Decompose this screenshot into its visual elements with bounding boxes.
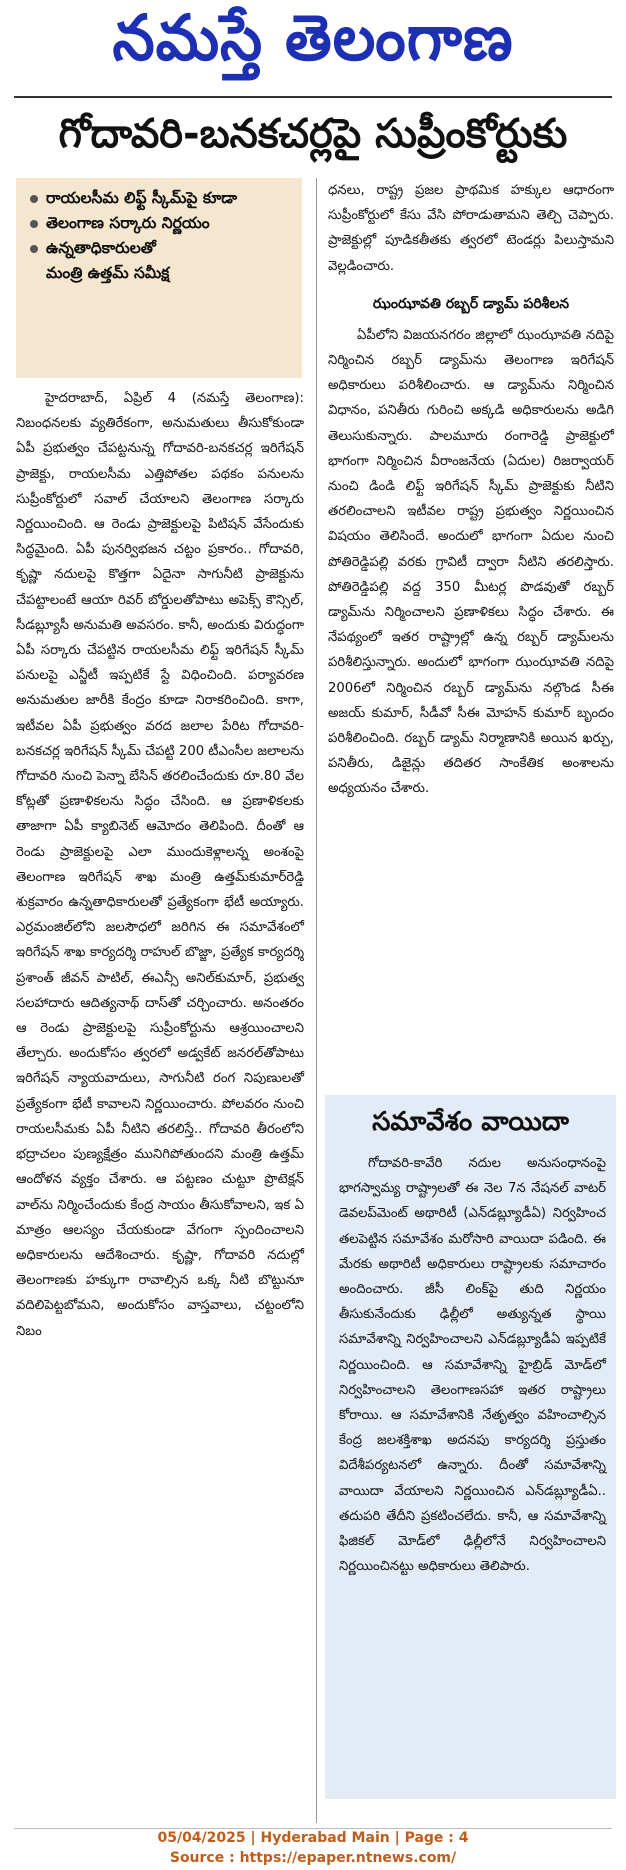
article-paragraph: హైదరాబాద్, ఏప్రిల్ 4 (నమస్తే తెలంగాణ): నిబంధనలకు వ్యతిరేకంగా, అనుమతులు తీసుకోకుండా ఏపీ ప్రభుత్వం చేపట్టనున్న గోదావరి-బనకచర్ల ఇరిగేషన్ ప్రాజెక్టు, రాయలసీమ ఎత్తిపోతల పథకం పనులను సుప్రీంకోర్టులో సవాల్ చేయాలని తెలంగాణ సర్కారు నిర్ణయించింది. ఆ రెండు ప్రాజెక్టులపై పిటిషన్ వేసేందుకు సిద్ధమైంది. ఏపీ పునర్విభజన చట్టం ప్రకారం.. గోదావరి, కృష్ణా నదులపై కొత్తగా ఏదైనా సాగునీటి ప్రాజెక్టును చేపట్టాలంటే ఆయా రివర్ బోర్డులతోపాటు అపెక్స్ కౌన్సిల్, సీడబ్ల్యూసీ అనుమతి అవసరం. కానీ, అందుకు విరుద్ధంగా ఏపీ సర్కారు చేపట్టిన రాయలసీమ లిఫ్ట్ ఇరిగేషన్ స్కీమ్ పనులపై ఎన్జీటీ ఇప్పటికే స్టే విధించింది. పర్యావరణ అనుమతుల జారీకి కేంద్రం కూడా నిరాకరించింది. కాగా, ఇటీవల ఏపీ ప్రభుత్వం వరద జలాల పేరిట గోదావరి-బనకచర్ల ఇరిగేషన్ స్కీమ్ చేపట్టి 200 టీఎంసీల జలాలను గోదావరి నుంచి పెన్నా బేసిన్ తరలించేందుకు రూ.80 వేల కోట్లతో ప్రణాళికలను సిద్ధం చేసింది. ఆ ప్రణాళికలకు తాజాగా ఏపీ క్యాబినెట్ ఆమోదం తెలిపింది. దీంతో ఆ రెండు ప్రాజెక్టులపై ఎలా ముందుకెళ్లాలన్న అంశంపై తెలంగాణ ఇరిగేషన్ శాఖ మంత్రి ఉత్తమ్‌కుమార్‌రెడ్డి శుక్రవారం ఉన్నతాధికారులతో ప్రత్యేకంగా భేటీ అయ్యారు. ఎర్రమంజిల్‌లోని జలసౌధలో జరిగిన ఈ సమావేశంలో ఇరిగేషన్ శాఖ కార్యదర్శి రాహుల్ బొజ్జా, ప్రత్యేక కార్యదర్శి ప్రశాంత్ జీవన్ పాటిల్, ఈఎన్సీ అనిల్‌కుమార్, ప్రభుత్వ సలహాదారు ఆదిత్యనాథ్ దాస్‌తో చర్చించారు. అనంతరం ఆ రెండు ప్రాజెక్టులపై సుప్రీంకోర్టును ఆశ్రయించాలని తేల్చారు. అందుకోసం త్వరలో అడ్వకేట్ జనరల్‌తోపాటు ఇరిగేషన్ న్యాయవాదులు, సాగునీటి రంగ నిపుణులతో ప్రత్యేకంగా భేటీ కావాలని నిర్ణయించారు. పోలవరం నుంచి రాయలసీమకు ఏపీ నీటిని తరలిస్తే.. గోదావరి తీరంలోని భద్రాచలం పుణ్యక్షేత్రం మునిగిపోతుందని మంత్రి ఉత్తమ్ ఆందోళన వ్యక్తం చేశారు. ఆ పట్టణం చుట్టూ ప్రొటెక్షన్ వాల్‌ను నిర్మించేందుకు కేంద్ర సాయం తీసుకోవాలని, ఇక ఏ మాత్రం ఆలస్యం చేయకుండా వేగంగా స్పందించాలని అధికారులను ఆదేశించారు. కృష్ణా, గోదావరి నదుల్లో తెలంగాణకు హక్కుగా రావాల్సిన ఒక్క నీటి బొట్టునూ వదిలిపెట్టబోమని, అందుకోసం వాస్తవాలు, చట్టంలోని నిబం — [16, 391, 304, 1339]
box-body — [325, 1151, 616, 1579]
kicker-item: ఉన్నతాధికారులతో — [28, 236, 294, 261]
bullet-icon — [30, 220, 38, 228]
footer-source: Source : https://epaper.ntnews.com/ — [169, 1850, 457, 1866]
article-paragraph: ఏపీలోని విజయనగరం జిల్లాలో ఝంఝావతి నదిపై నిర్మించిన రబ్బర్ డ్యామ్‌ను తెలంగాణ ఇరిగేషన్ అధికారులు పరిశీలించారు. ఆ డ్యామ్‌ను నిర్మించిన విధానం, పనితీరు గురించి అక్కడి అధికారులను అడిగి తెలుసుకున్నారు. పాలమూరు రంగారెడ్డి ప్రాజెక్టులో భాగంగా నిర్మించిన వీరాంజనేయ (ఏదుల) రిజర్వాయర్ నుంచి డిండి లిఫ్ట్ ఇరిగేషన్ స్కీమ్ ప్రాజెక్టుకు నీటిని తరలించాలని ఇటీవల రాష్ట్ర ప్రభుత్వం నిర్ణయించిన విషయం తెలిసిందే. అందులో భాగంగా ఏదుల నుంచి పోతిరెడ్డిపల్లి వరకు గ్రావిటీ ద్వారా నీటిని తరలిస్తారు. పోతిరెడ్డిపల్లి వద్ద 350 మీటర్ల పొడవుతో రబ్బర్ డ్యామ్‌ను నిర్మించాలని ప్రణాళికలు సిద్ధం చేశారు. ఈ నేపథ్యంలో ఇతర రాష్ట్రాల్లో ఉన్న రబ్బర్ డ్యామ్‌లను పరిశీలిస్తున్నారు. అందులో భాగంగా ఝంఝావతి నదిపై 2006లో నిర్మించిన రబ్బర్ డ్యామ్‌ను నల్గొండ సీఈ అజయ్ కుమార్, సీడీవో సీఈ మోహన్ కుమార్ బృందం పరిశీలించింది. రబ్బర్ డ్యామ్ నిర్మాణానికి అయిన ఖర్చు, పనితీరు, డిజైన్లు తదితర సాంకేతిక అంశాలను అధ్యయనం చేశారు. — [328, 327, 614, 797]
article-paragraph: గోదావరి-కావేరి నదుల అనుసంధానంపై భాగస్వామ్య రాష్ట్రాలతో ఈ నెల 7న నేషనల్ వాటర్ డెవలప్‌మెంట్ అథారిటీ (ఎన్‌డబ్ల్యూడీఏ) నిర్వహించ తలపెట్టిన సమావేశం మరోసారి వాయిదా పడింది. ఈ మేరకు అథారిటీ అధికారులు రాష్ట్రాలకు సమాచారం అందించారు. జీసీ లింక్‌పై తుది నిర్ణయం తీసుకునేందుకు ఢిల్లీలో అత్యున్నత స్థాయి సమావేశాన్ని నిర్వహించాలని ఎన్‌డబ్ల్యూడీఏ ఇప్పటికే నిర్ణయించింది. ఆ సమావేశాన్ని హైబ్రిడ్ మోడ్‌లో నిర్వహించాలని తెలంగాణసహా ఇతర రాష్ట్రాలు కోరాయి. ఆ సమావేశానికి నేతృత్వం వహించాల్సిన కేంద్ర జలశక్తిశాఖ అదనపు కార్యదర్శి ప్రస్తుతం విదేశీపర్యటనలో ఉన్నారు. దీంతో సమావేశాన్ని వాయిదా వేయాలని నిర్ణయించిన ఎన్‌డబ్ల్యూడీఏ.. తదుపరి తేదీని ప్రకటించలేదు. కానీ, ఆ సమావేశాన్ని ఫిజికల్ మోడ్‌లో ఢిల్లీలోనే నిర్వహించాలని నిర్ణయించినట్టు అధికారులు తెలిపారు. — [339, 1156, 606, 1575]
kicker-box — [16, 178, 302, 378]
sidebar-box — [325, 1095, 616, 1799]
left-column — [16, 386, 304, 1826]
headline — [0, 110, 626, 168]
box-title: సమావేశం వాయిదా — [372, 1107, 569, 1137]
bullet-icon — [30, 245, 38, 253]
section-subhead: ఝంఝావతి రబ్బర్ డ్యామ్ పరిశీలన — [372, 295, 570, 312]
article-paragraph: ధనలు, రాష్ట్ర ప్రజల ప్రాథమిక హక్కుల ఆధారంగా సుప్రీంకోర్టులో కేసు వేసి పోరాడుతామని తెల్చి చెప్పారు. ప్రాజెక్టుల్లో పూడికతీతకు త్వరలో టెండర్లు పిలుస్తామని వెల్లడించారు. — [328, 183, 614, 274]
kicker-item: రాయలసీమ లిఫ్ట్ స్కీమ్‌పై కూడా — [28, 186, 294, 211]
masthead-rule — [14, 96, 612, 98]
footer-rule — [14, 1828, 612, 1829]
right-column — [328, 178, 614, 1088]
column-divider — [316, 178, 317, 1823]
headline-text: గోదావరి-బనకచర్లపై సుప్రీంకోర్టుకు — [58, 111, 568, 157]
masthead — [0, 0, 626, 92]
newspaper-title: నమస్తే తెలంగాణ — [112, 1, 514, 76]
kicker-item: తెలంగాణ సర్కారు నిర్ణయం — [28, 211, 294, 236]
kicker-item-continuation: మంత్రి ఉత్తమ్ సమీక్ష — [46, 264, 170, 282]
footer-dateline: 05/04/2025 | Hyderabad Main | Page : 4 — [157, 1830, 469, 1846]
bullet-icon — [30, 195, 38, 203]
